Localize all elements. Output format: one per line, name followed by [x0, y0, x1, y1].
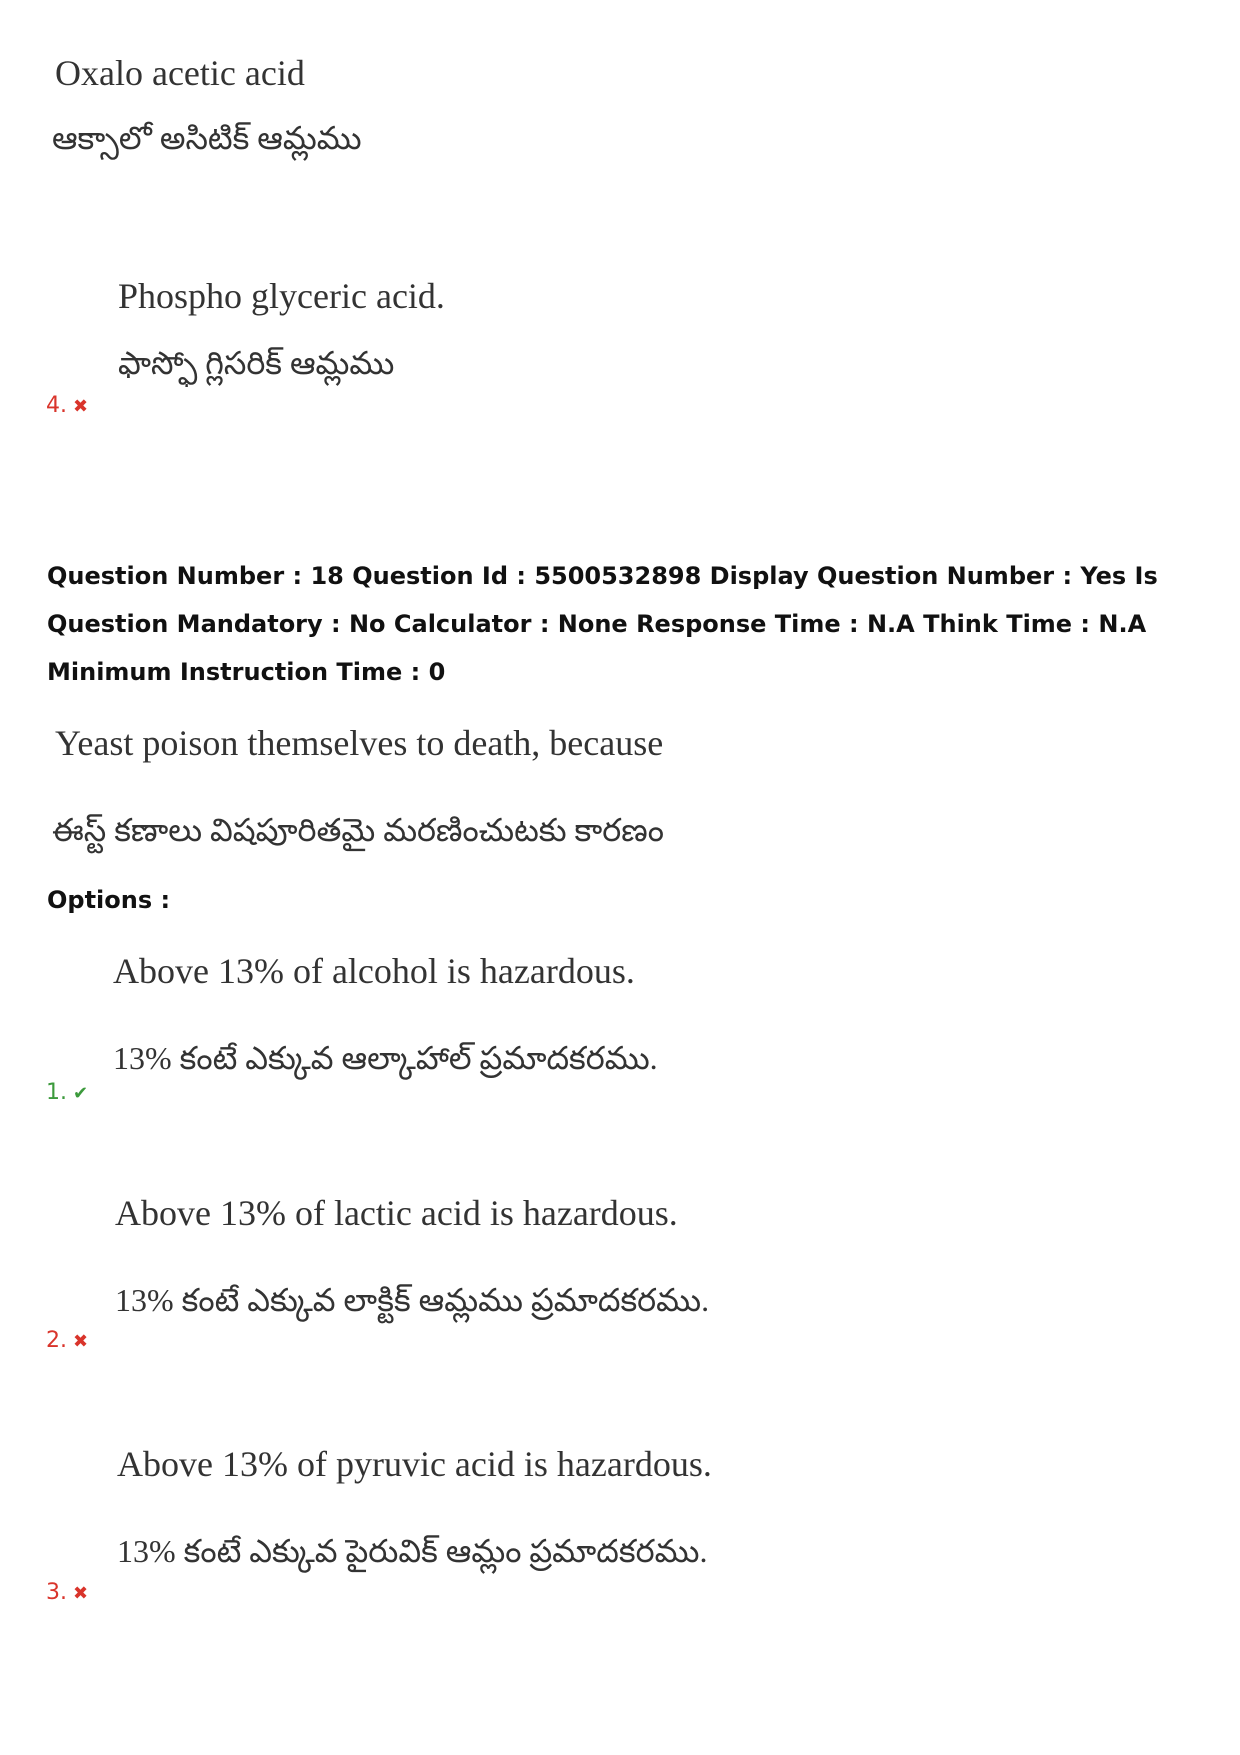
- option-2-telugu: 13% కంటే ఎక్కువ లాక్టిక్ ఆమ్లము ప్రమాదకరము.: [115, 1282, 710, 1318]
- option-number: 2.: [46, 1328, 67, 1353]
- cross-icon: ✖: [73, 396, 89, 417]
- prev-option-3-telugu: ఆక్సాలో అసిటిక్ ఆమ్లము: [52, 120, 362, 156]
- question-english: Yeast poison themselves to death, because: [55, 723, 664, 763]
- prev-option-3-english: Oxalo acetic acid: [55, 53, 305, 93]
- option-number: 1.: [46, 1080, 67, 1105]
- option-number: 4.: [46, 393, 67, 418]
- option-1-english: Above 13% of alcohol is hazardous.: [113, 951, 635, 991]
- option-1-telugu: 13% కంటే ఎక్కువ ఆల్కాహాల్ ప్రమాదకరము.: [113, 1040, 658, 1076]
- prev-option-4-english: Phospho glyceric acid.: [118, 276, 445, 316]
- option-3-number: [46, 1580, 88, 1605]
- option-3-telugu: 13% కంటే ఎక్కువ పైరువిక్ ఆమ్లం ప్రమాదకరము.: [117, 1533, 708, 1569]
- question-meta: Question Number : 18 Question Id : 5500532898 Display Question Number : Yes Is Question Mandatory : No Calculator : None Response Time : N.A Think Time : N.A Minimum Instruction Time : 0: [47, 562, 1158, 686]
- question-telugu: ఈస్ట్ కణాలు విషపూరితమై మరణించుటకు కారణం: [52, 812, 664, 848]
- option-2-english: Above 13% of lactic acid is hazardous.: [115, 1193, 678, 1233]
- option-3-english: Above 13% of pyruvic acid is hazardous.: [117, 1444, 712, 1484]
- option-2-number: [46, 1328, 88, 1353]
- cross-icon: ✖: [73, 1583, 89, 1604]
- options-label: Options :: [47, 886, 171, 914]
- prev-option-4-telugu: ఫాస్ఫో గ్లిసరిక్ ఆమ్లము: [118, 345, 395, 381]
- check-icon: ✔: [73, 1083, 89, 1104]
- option-number: 3.: [46, 1580, 67, 1605]
- cross-icon: ✖: [73, 1331, 89, 1352]
- prev-option-4-number: [46, 393, 88, 418]
- option-1-number: [46, 1080, 88, 1105]
